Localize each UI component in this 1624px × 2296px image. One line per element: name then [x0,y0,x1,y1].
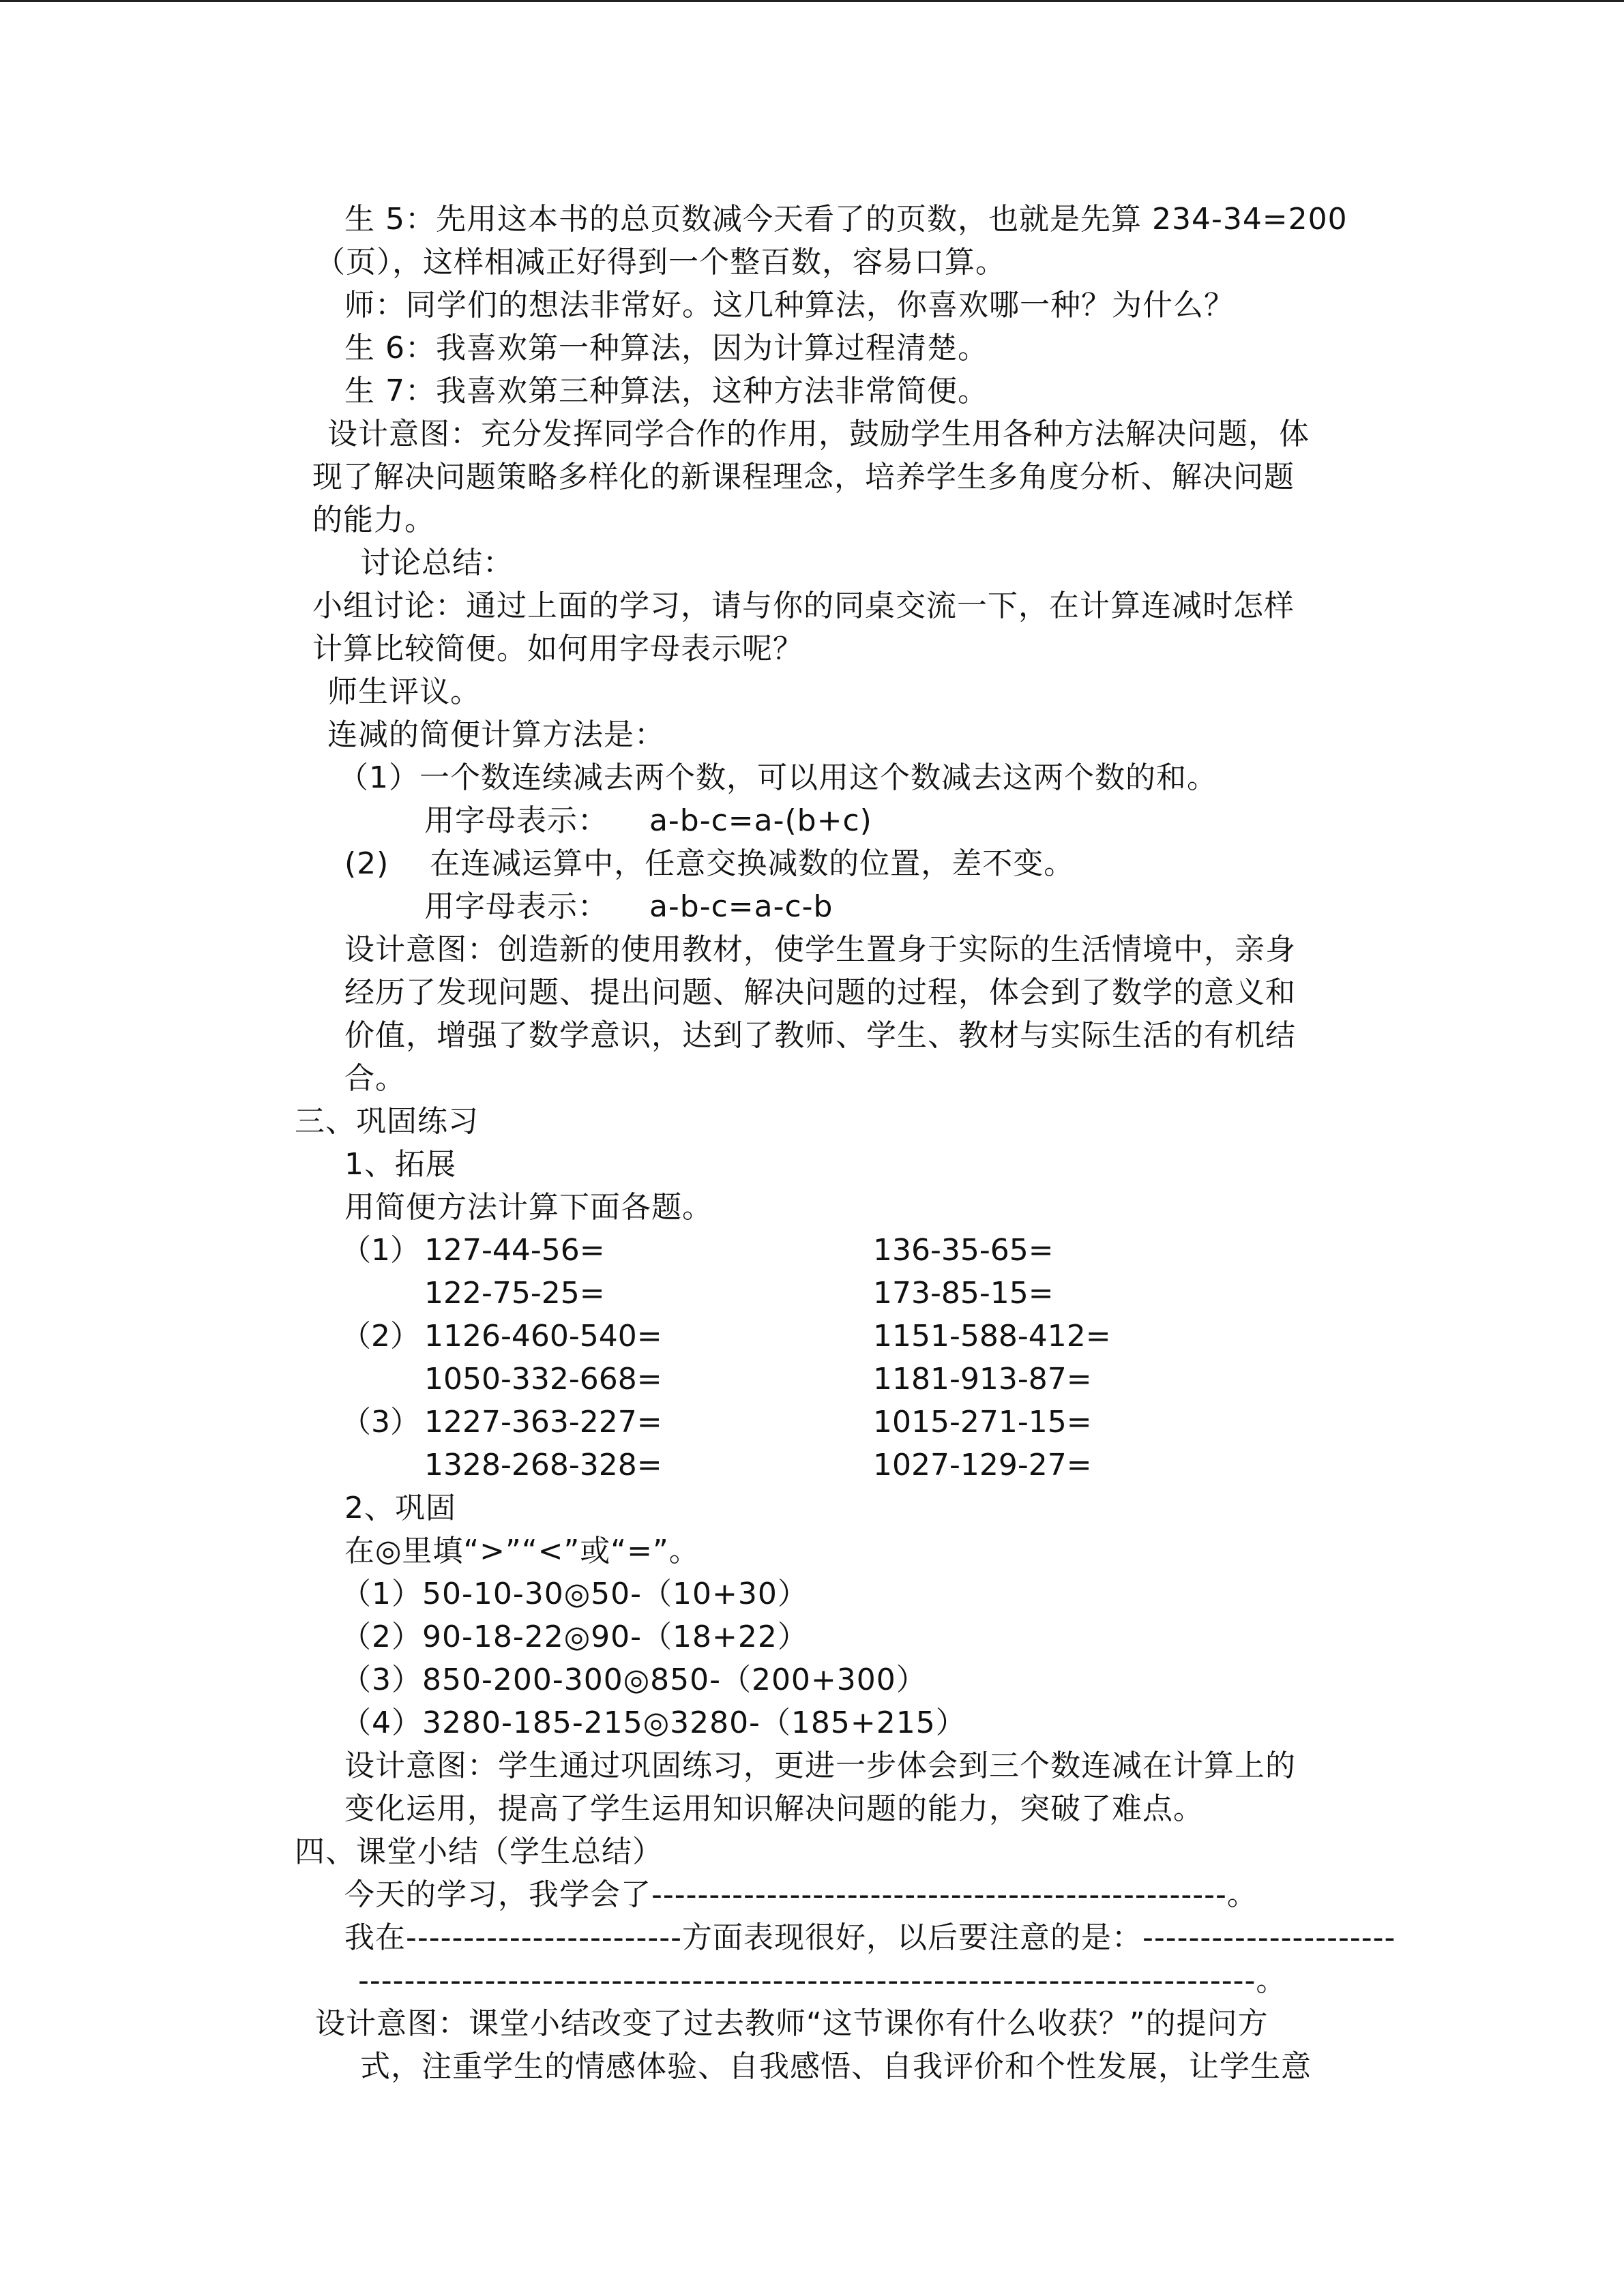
exercise-label: （3） [341,1405,420,1440]
group-discussion-line-1: 小组讨论：通过上面的学习，请与你的同桌交流一下，在计算连减时怎样 [312,588,1295,623]
exercise-right: 1015-271-15= [873,1405,1092,1440]
performance-line-1: 我在------------------------方面表现很好，以后要注意的是：---------------------- [344,1920,1396,1955]
section-3-heading: 三、巩固练习 [295,1104,479,1139]
teacher-student-review: 师生评议。 [327,674,481,709]
exercise-left: 1050-332-668= [424,1362,662,1397]
exercise-right: 1151-588-412= [873,1319,1111,1354]
design-intent-4-line-2: 式，注重学生的情感体验、自我感悟、自我评价和个性发展，让学生意 [360,2049,1312,2084]
rule-1: （1）一个数连续减去两个数，可以用这个数减去这两个数的和。 [338,760,1217,795]
extend-instruction: 用简便方法计算下面各题。 [344,1190,713,1225]
compare-item-1: （1）50-10-30◎50-（10+30） [341,1577,808,1611]
exercise-left: 1227-363-227= [424,1405,662,1440]
rule-2: (2) 在连减运算中，任意交换减数的位置，差不变。 [344,846,1075,881]
design-intent-2-line-4: 合。 [344,1061,406,1096]
design-intent-3-line-1: 设计意图：学生通过巩固练习，更进一步体会到三个数连减在计算上的 [344,1748,1296,1783]
subsection-extend: 1、拓展 [344,1147,456,1182]
design-intent-2-line-3: 价值，增强了数学意识，达到了教师、学生、教材与实际生活的有机结 [344,1018,1296,1053]
exercise-right: 136-35-65= [873,1233,1054,1268]
fill-instruction: 在◎里填“>”“<”或“=”。 [344,1534,700,1568]
rule-2-formula: 用字母表示： a-b-c=a-c-b [424,889,833,924]
teacher-question: 师：同学们的想法非常好。这几种算法，你喜欢哪一种？为什么？ [344,288,1235,323]
performance-line-2: ------------------------------------------------------------------------------。 [358,1963,1287,1998]
design-intent-4-line-1: 设计意图：课堂小结改变了过去教师“这节课你有什么收获？”的提问方 [315,2006,1269,2041]
exercise-right: 173-85-15= [873,1276,1054,1311]
exercise-right: 1181-913-87= [873,1362,1092,1397]
exercise-label: （1） [341,1233,420,1268]
exercise-label: （2） [341,1319,420,1354]
exercise-left: 1126-460-540= [424,1319,662,1354]
rule-1-formula: 用字母表示： a-b-c=a-(b+c) [424,803,872,838]
method-title: 连减的简便计算方法是： [327,717,665,752]
compare-item-2: （2）90-18-22◎90-（18+22） [341,1620,808,1654]
compare-item-4: （4）3280-185-215◎3280-（185+215） [341,1705,966,1740]
exercise-left: 122-75-25= [424,1276,605,1311]
student5-line-2: （页），这样相减正好得到一个整百数，容易口算。 [315,245,1006,280]
subsection-consolidate: 2、巩固 [344,1491,456,1525]
group-discussion-line-2: 计算比较简便。如何用字母表示呢？ [312,631,803,666]
today-learned: 今天的学习，我学会了--------------------------------------------------。 [344,1877,1258,1912]
exercise-left: 127-44-56= [424,1233,605,1268]
design-intent-2-line-1: 设计意图：创造新的使用教材，使学生置身于实际的生活情境中，亲身 [344,932,1296,967]
design-intent-2-line-2: 经历了发现问题、提出问题、解决问题的过程，体会到了数学的意义和 [344,975,1296,1010]
design-intent-1-line-2: 现了解决问题策略多样化的新课程理念，培养学生多角度分析、解决问题 [312,460,1295,494]
section-4-heading: 四、课堂小结（学生总结） [295,1834,663,1869]
page-top-border [0,0,1624,2]
compare-item-3: （3）850-200-300◎850-（200+300） [341,1663,927,1697]
design-intent-1-line-1: 设计意图：充分发挥同学合作的作用，鼓励学生用各种方法解决问题，体 [327,417,1310,451]
discussion-summary-title: 讨论总结： [360,546,514,580]
student5-line-1: 生 5：先用这本书的总页数减今天看了的页数，也就是先算 234-34=200 [344,202,1348,237]
exercise-right: 1027-129-27= [873,1448,1092,1482]
student7-answer: 生 7：我喜欢第三种算法，这种方法非常简便。 [344,374,988,408]
exercise-left: 1328-268-328= [424,1448,662,1482]
design-intent-3-line-2: 变化运用，提高了学生运用知识解决问题的能力，突破了难点。 [344,1791,1204,1826]
design-intent-1-line-3: 的能力。 [312,503,435,537]
student6-answer: 生 6：我喜欢第一种算法，因为计算过程清楚。 [344,331,988,366]
